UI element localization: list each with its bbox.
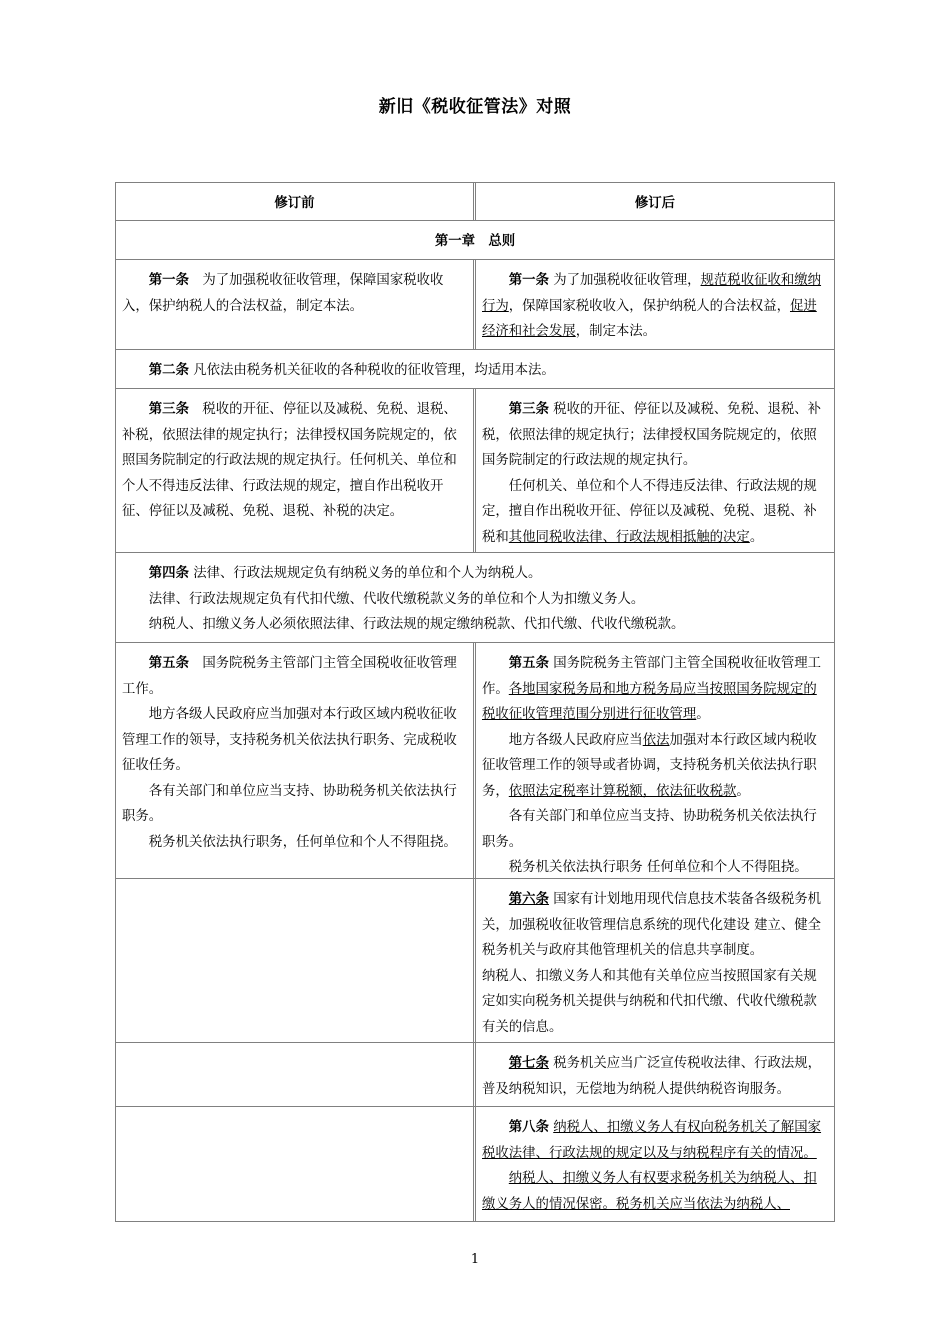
header-after: 修订后 xyxy=(634,196,676,211)
article-paragraph: 纳税人、扣缴义务人和其他有关单位应当按照国家有关规定如实向税务机关提供与纳税和代扣代缴、代收代缴税款有关的信息。 xyxy=(482,968,817,1035)
article-label: 第八条 xyxy=(508,1120,549,1135)
article-paragraph: 地方各级人民政府应当加强对本行政区域内税收征收管理工作的领导，支持税务机关依法执行职务、完成税收征收任务。 xyxy=(122,707,457,773)
amended-text: 其他同税收法律、行政法规相抵触的决定 xyxy=(508,529,750,545)
article-1-after xyxy=(476,260,834,349)
article-5-before xyxy=(116,643,476,878)
article-text: 税收的开征、停征以及减税、免税、退税、补税，依照法律的规定执行；法律授权国务院规定的，依照国务院制定的行政法规的规定执行。 xyxy=(482,402,822,468)
article-text: 国务院税务主管部门主管全国税收征收管理工作。 xyxy=(122,656,457,697)
page-number: 1 xyxy=(470,1252,480,1267)
article-7-before-empty xyxy=(116,1043,476,1106)
article-label: 第一条 xyxy=(148,273,189,288)
article-label: 第四条 xyxy=(148,566,189,581)
amended-text: 规范税收征收和缴纳行为 xyxy=(482,273,822,314)
table-header-row xyxy=(115,182,835,221)
article-6-after xyxy=(476,879,834,1042)
comparison-table xyxy=(115,182,835,1222)
article-5-after xyxy=(476,643,834,878)
header-before: 修订前 xyxy=(116,183,476,220)
article-label: 第七条 xyxy=(508,1056,549,1071)
article-text: 。 xyxy=(696,707,710,722)
article-6-before-empty xyxy=(116,879,476,1042)
article-label: 第一条 xyxy=(508,273,549,288)
article-6-row xyxy=(115,879,835,1043)
chapter-title: 第一章 总则 xyxy=(434,234,516,249)
amended-text: 促进经济和社会发展 xyxy=(482,298,817,339)
chapter-row xyxy=(115,221,835,260)
article-text: 。 xyxy=(736,783,750,799)
article-2-row xyxy=(115,350,835,389)
article-paragraph: 税务机关依法执行职务 任何单位和个人不得阻挠。 xyxy=(508,860,808,875)
article-text: 。 xyxy=(749,529,764,545)
article-paragraph: 纳税人、扣缴义务人必须依照法律、行政法规的规定缴纳税款、代扣代缴、代收代缴税款。 xyxy=(148,617,685,632)
article-8-row xyxy=(115,1107,835,1222)
article-text: 为了加强税收征收管理， xyxy=(553,273,701,288)
article-paragraph: 税务机关依法执行职务，任何单位和个人不得阻挠。 xyxy=(148,834,457,850)
article-text: 任何机关、单位和个人不得违反法律、行政法规的规定，擅自作出税收开征、停征以及减税、免税、退税、补税和 xyxy=(482,478,817,545)
article-text: ，保障国家税收收入，保护纳税人的合法权益， xyxy=(508,298,790,314)
amended-text: 纳税人、扣缴义务人有权要求税务机关为纳税人、扣缴义务人的情况保密。税务机关应当依法为纳税人、 xyxy=(482,1171,817,1212)
article-label: 第二条 xyxy=(148,363,189,378)
amended-text: 依照法定税率计算税额，依法征收税款 xyxy=(508,783,737,799)
article-text: 为了加强税收征收管理，保障国家税收收入，保护纳税人的合法权益，制定本法。 xyxy=(122,273,444,314)
amended-text: 各地国家税务局和地方税务局应当按照国务院规定的税收征收管理范围分别进行征收管理 xyxy=(482,681,817,722)
article-5-row xyxy=(115,643,835,879)
article-text: 税务机关应当广泛宣传税收法律、行政法规，普及纳税知识，无偿地为纳税人提供纳税咨询服务。 xyxy=(482,1056,822,1097)
article-label: 第三条 xyxy=(148,402,189,417)
article-8-after xyxy=(476,1107,834,1221)
article-1-row xyxy=(115,260,835,350)
page-title: 新旧《税收征管法》对照 xyxy=(378,97,572,117)
article-3-row xyxy=(115,389,835,553)
article-8-before-empty xyxy=(116,1107,476,1221)
article-text: 凡依法由税务机关征收的各种税收的征收管理，均适用本法。 xyxy=(193,363,555,378)
article-label: 第五条 xyxy=(508,656,549,671)
article-paragraph: 法律、行政法规规定负有代扣代缴、代收代缴税款义务的单位和个人为扣缴义务人。 xyxy=(148,591,645,607)
article-3-after xyxy=(476,389,834,552)
article-4-shared xyxy=(116,553,834,642)
article-text: 加强对本行政区域内税收征收管理工作的领导或者协调，支持税务机关依法执行职务， xyxy=(482,732,817,799)
article-3-before xyxy=(116,389,476,552)
article-paragraph: 各有关部门和单位应当支持、协助税务机关依法执行职务。 xyxy=(482,809,817,850)
amended-text: 纳税人、扣缴义务人有权向税务机关了解国家税收法律、行政法规的规定以及与纳税程序有关的情况。 xyxy=(482,1120,822,1161)
article-paragraph: 各有关部门和单位应当支持、协助税务机关依法执行职务。 xyxy=(122,783,457,824)
article-text: 地方各级人民政府应当 xyxy=(508,732,643,748)
article-text: 法律、行政法规规定负有纳税义务的单位和个人为纳税人。 xyxy=(193,566,542,581)
article-text: ，制定本法。 xyxy=(575,324,657,339)
article-label: 第三条 xyxy=(508,402,549,417)
article-1-before xyxy=(116,260,476,349)
article-4-row xyxy=(115,553,835,643)
article-text: 税收的开征、停征以及减税、免税、退税、补税，依照法律的规定执行；法律授权国务院规定的，依照国务院制定的行政法规的规定执行。任何机关、单位和个人不得违反法律、行政法规的规定，擅自作出税收开征、停征以及减税、免税、退税、补税的决定。 xyxy=(122,402,457,519)
amended-text: 依法 xyxy=(642,732,670,748)
article-text: 国家有计划地用现代信息技术装备各级税务机关，加强税收征收管理信息系统的现代化建设 建立、健全税务机关与政府其他管理机关的信息共享制度。 xyxy=(482,892,822,958)
article-label: 第六条 xyxy=(508,892,549,907)
article-7-row xyxy=(115,1043,835,1107)
article-2-shared xyxy=(116,350,834,388)
article-7-after xyxy=(476,1043,834,1106)
article-label: 第五条 xyxy=(148,656,189,671)
article-text: 国务院税务主管部门主管全国税收征收管理工作。 xyxy=(482,656,822,697)
